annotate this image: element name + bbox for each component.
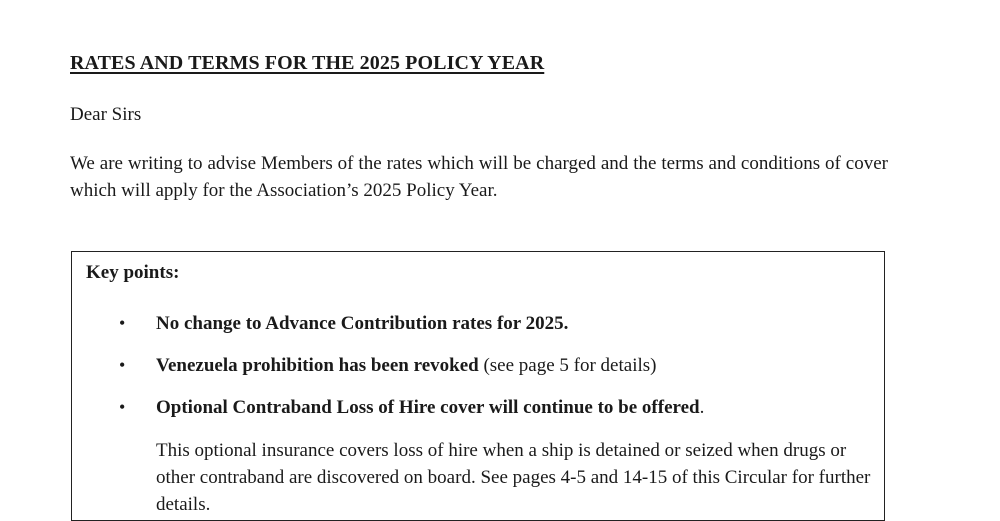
key-point-normal-text: (see page 5 for details) — [478, 355, 657, 376]
key-points-title: Key points: — [86, 262, 180, 283]
key-points-box — [71, 251, 885, 521]
intro-paragraph: We are writing to advise Members of the rates which will be charged and the terms and conditions of cover which will apply for the Association’s 2025 Policy Year. — [70, 153, 888, 201]
bullet-icon: • — [119, 313, 126, 333]
document-heading: RATES AND TERMS FOR THE 2025 POLICY YEAR — [70, 52, 545, 74]
key-point-bold-text: Venezuela prohibition has been revoked — [156, 355, 479, 376]
bullet-icon: • — [119, 397, 126, 417]
key-point-text — [156, 313, 568, 335]
key-point-normal-text: . — [699, 397, 705, 418]
salutation: Dear Sirs — [70, 104, 142, 125]
key-point-sub-paragraph: This optional insurance covers loss of hire when a ship is detained or seized when drugs or other contraband are discovered on board. See pages 4-5 and 14-15 of this Circular for further details. — [156, 440, 871, 515]
key-point-bold-text: Optional Contraband Loss of Hire cover will continue to be offered — [156, 397, 700, 418]
key-point-text — [156, 355, 657, 377]
bullet-icon: • — [119, 355, 126, 375]
key-point-bold-text: No change to Advance Contribution rates for 2025. — [156, 313, 569, 334]
key-point-text — [156, 397, 704, 419]
